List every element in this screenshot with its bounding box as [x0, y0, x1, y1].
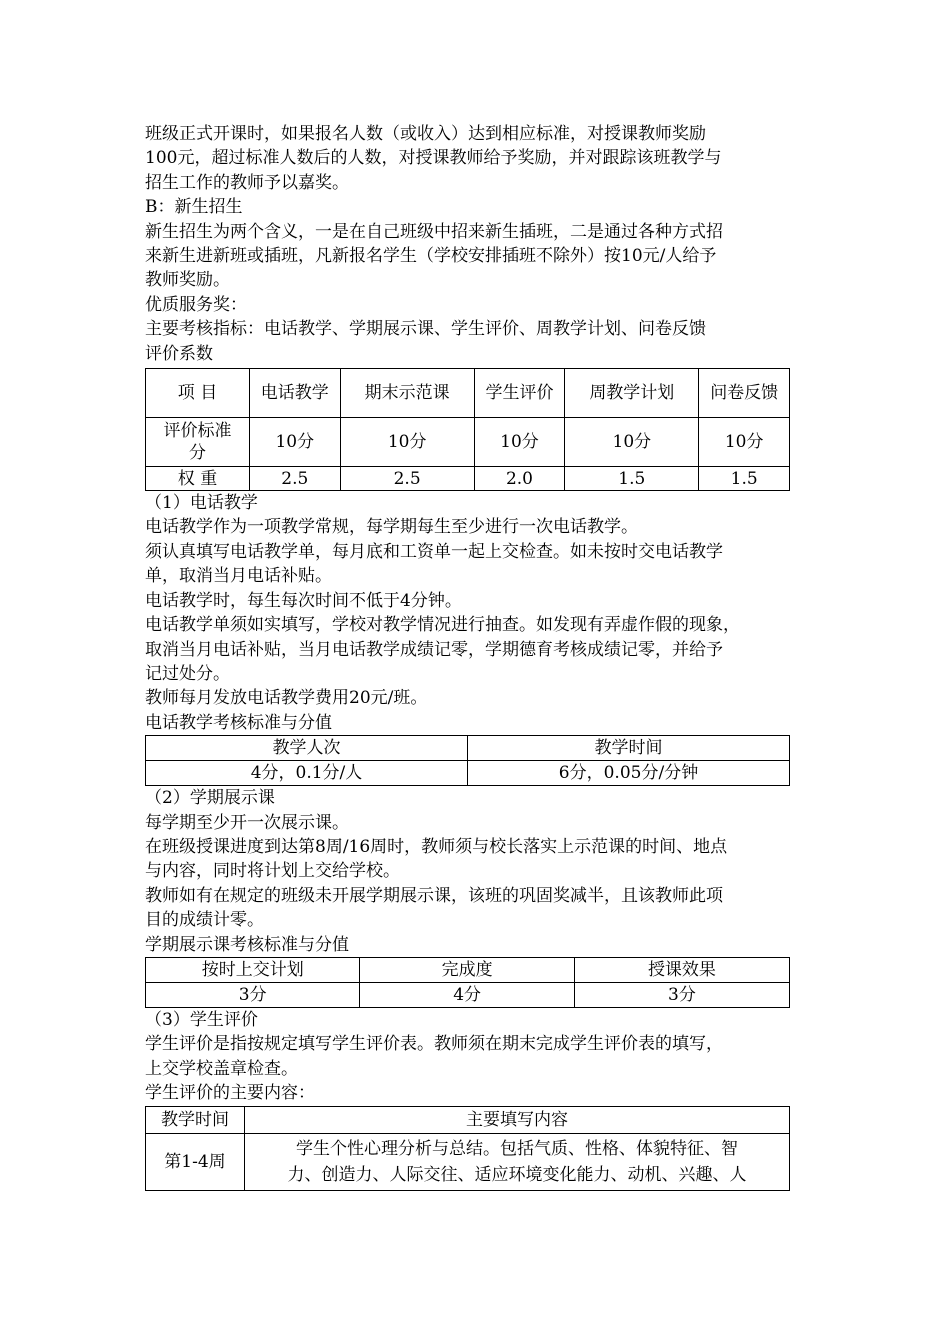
- evaluation-coefficient-table: [145, 368, 790, 491]
- table-row: [146, 1133, 790, 1190]
- section-student-evaluation: [145, 1008, 795, 1106]
- table-row: [146, 467, 790, 491]
- section-phone-teaching: [145, 491, 795, 735]
- student-evaluation-content-table: [145, 1106, 790, 1191]
- phone-teaching-score-table: [145, 735, 790, 786]
- table-cell: 项 目: [146, 369, 250, 418]
- table-cell: 2.0: [474, 467, 565, 491]
- section-demo-class: [145, 786, 795, 957]
- heading-quality-award: 优质服务奖：: [145, 294, 247, 315]
- paragraph-line: 上交学校盖章检查。: [145, 1058, 298, 1079]
- paragraph-line: 与内容，同时将计划上交给学校。: [145, 861, 400, 882]
- table-cell: 3分: [146, 982, 360, 1007]
- paragraph-line: 记过处分。: [145, 663, 230, 684]
- table-cell: 学生评价: [474, 369, 565, 418]
- table-cell: 4分，0.1分/人: [146, 761, 468, 786]
- table-caption: 评价系数: [145, 343, 213, 364]
- table-header-row: [146, 957, 790, 982]
- paragraph-line: 教师奖励。: [145, 270, 230, 291]
- table-cell: 2.5: [340, 467, 474, 491]
- table-cell: 10分: [474, 418, 565, 467]
- table-cell: 10分: [340, 418, 474, 467]
- table-header-row: [146, 369, 790, 418]
- paragraph-line: 来新生进新班或插班，凡新报名学生（学校安排插班不除外）按10元/人给予: [145, 246, 717, 267]
- table-row: [146, 761, 790, 786]
- paragraph-line: 取消当月电话补贴，当月电话教学成绩记零，学期德育考核成绩记零，并给予: [145, 639, 723, 660]
- table-cell: 2.5: [250, 467, 341, 491]
- table-cell: 10分: [565, 418, 699, 467]
- paragraph-line: 目的成绩计零。: [145, 910, 264, 931]
- table-caption: 学生评价的主要内容：: [145, 1083, 315, 1104]
- table-cell: 1.5: [699, 467, 790, 491]
- section-heading: （2）学期展示课: [145, 788, 275, 809]
- table-cell: 周教学计划: [565, 369, 699, 418]
- paragraph-line: 招生工作的教师予以嘉奖。: [145, 172, 349, 193]
- table-cell: 第1-4周: [146, 1133, 245, 1190]
- paragraph-line: 单，取消当月电话补贴。: [145, 566, 332, 587]
- paragraph-line: 在班级授课进度到达第8周/16周时，教师须与校长落实上示范课的时间、地点: [145, 836, 728, 857]
- table-cell: 3分: [574, 982, 789, 1007]
- section-intro: [145, 122, 795, 366]
- document-page: [145, 122, 795, 1191]
- heading-new-enrollment: B：新生招生: [145, 197, 243, 218]
- table-cell: 1.5: [565, 467, 699, 491]
- table-caption: 电话教学考核标准与分值: [145, 712, 332, 733]
- table-cell: 10分: [250, 418, 341, 467]
- paragraph-line: 电话教学单须如实填写，学校对教学情况进行抽查。如发现有弄虚作假的现象，: [145, 615, 740, 636]
- table-row: [146, 418, 790, 467]
- table-cell: 6分，0.05分/分钟: [468, 761, 790, 786]
- table-cell: 按时上交计划: [146, 957, 360, 982]
- table-cell: 完成度: [360, 957, 574, 982]
- table-cell: 期末示范课: [340, 369, 474, 418]
- table-cell: 问卷反馈: [699, 369, 790, 418]
- paragraph-line: 教师如有在规定的班级未开展学期展示课，该班的巩固奖减半，且该教师此项: [145, 885, 723, 906]
- section-heading: （1）电话教学: [145, 493, 258, 514]
- paragraph-line: 电话教学作为一项教学常规，每学期每生至少进行一次电话教学。: [145, 517, 638, 538]
- table-cell: 教学时间: [468, 736, 790, 761]
- paragraph-line: 每学期至少开一次展示课。: [145, 812, 349, 833]
- table-cell: 评价标准分: [146, 418, 250, 467]
- section-heading: （3）学生评价: [145, 1009, 258, 1030]
- demo-class-score-table: [145, 957, 790, 1008]
- table-cell: 权 重: [146, 467, 250, 491]
- cell-line: 力、创造力、人际交往、适应环境变化能力、动机、兴趣、人: [287, 1164, 747, 1185]
- table-cell: 授课效果: [574, 957, 789, 982]
- table-cell: 电话教学: [250, 369, 341, 418]
- table-header-row: [146, 736, 790, 761]
- paragraph-line: 电话教学时，每生每次时间不低于4分钟。: [145, 590, 462, 611]
- paragraph-line: 新生招生为两个含义，一是在自己班级中招来新生插班，二是通过各种方式招: [145, 221, 723, 242]
- table-cell: 10分: [699, 418, 790, 467]
- paragraph-line: 教师每月发放电话教学费用20元/班。: [145, 688, 428, 709]
- table-row: [146, 982, 790, 1007]
- cell-line: 学生个性心理分析与总结。包括气质、性格、体貌特征、智: [296, 1138, 738, 1159]
- paragraph-line: 主要考核指标：电话教学、学期展示课、学生评价、周教学计划、问卷反馈: [145, 319, 706, 340]
- table-cell: 4分: [360, 982, 574, 1007]
- paragraph-line: 班级正式开课时，如果报名人数（或收入）达到相应标准，对授课教师奖励: [145, 124, 706, 144]
- table-cell: [245, 1133, 790, 1190]
- paragraph-line: 学生评价是指按规定填写学生评价表。教师须在期末完成学生评价表的填写，: [145, 1034, 723, 1055]
- paragraph-line: 须认真填写电话教学单，每月底和工资单一起上交检查。如未按时交电话教学: [145, 541, 723, 562]
- table-cell: 教学人次: [146, 736, 468, 761]
- table-header-row: [146, 1106, 790, 1133]
- table-cell: 主要填写内容: [245, 1106, 790, 1133]
- table-caption: 学期展示课考核标准与分值: [145, 934, 349, 955]
- paragraph-line: 100元，超过标准人数后的人数，对授课教师给予奖励，并对跟踪该班教学与: [145, 148, 722, 169]
- table-cell: 教学时间: [146, 1106, 245, 1133]
